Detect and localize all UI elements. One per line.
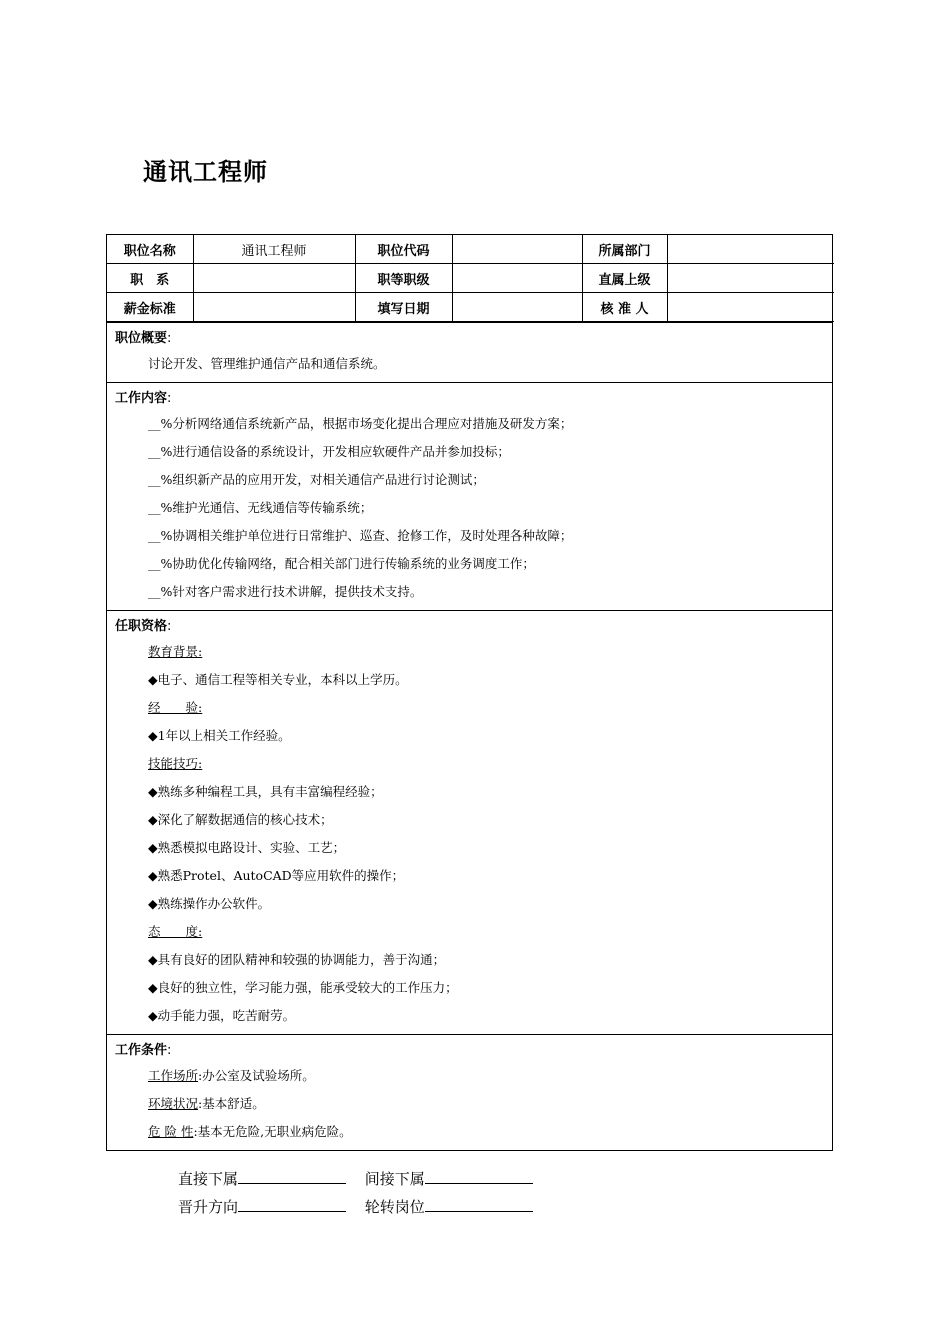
header-value[interactable] bbox=[667, 293, 834, 322]
header-value[interactable] bbox=[193, 293, 355, 322]
job-description-form bbox=[106, 234, 833, 1151]
promotion-blank[interactable] bbox=[238, 1196, 346, 1212]
duty-item: __%协调相关维护单位进行日常维护、巡查、抢修工作，及时处理各种故障； bbox=[148, 528, 573, 543]
qualification-item: ◆动手能力强，吃苦耐劳。 bbox=[148, 1008, 296, 1023]
overview-heading: 职位概要 bbox=[115, 331, 168, 346]
qualification-group-label: 教育背景: bbox=[148, 644, 203, 659]
header-value[interactable] bbox=[667, 235, 834, 264]
duty-item: __%协助优化传输网络，配合相关部门进行传输系统的业务调度工作； bbox=[148, 556, 535, 571]
qualifications-list bbox=[115, 638, 824, 1030]
header-value[interactable] bbox=[452, 235, 582, 264]
condition-value: :基本无危险,无职业病危险。 bbox=[193, 1124, 352, 1139]
header-label: 薪金标准 bbox=[107, 293, 193, 322]
header-row bbox=[107, 293, 834, 322]
duties-heading: 工作内容 bbox=[115, 391, 168, 406]
duties-section: 工作内容: __%分析网络通信系统新产品，根据市场变化提出合理应对措施及研发方案； __%进行通信设备的系统设计，开发相应软硬件产品并参加投标； __%组织新产品的应用开发，对相关通信产品进行讨论测试； __%维护光通信、无线通信等传输系统； __%协调相关维护单位进行日常维护、巡查、抢修工作，及时处理各种故障； __%协助优化传输网络，配合相关部门进行传输系统的业务调度工作； __%针对客户需求进行技术讲解，提供技术支持。 bbox=[107, 382, 832, 610]
qualification-item: ◆良好的独立性，学习能力强，能承受较大的工作压力； bbox=[148, 980, 458, 995]
qualification-item: ◆具有良好的团队精神和较强的协调能力，善于沟通； bbox=[148, 952, 446, 967]
overview-text: 讨论开发、管理维护通信产品和通信系统。 bbox=[148, 356, 386, 371]
duty-item: __%分析网络通信系统新产品，根据市场变化提出合理应对措施及研发方案； bbox=[148, 416, 573, 431]
qualification-item: ◆熟练操作办公软件。 bbox=[148, 896, 271, 911]
indirect-subordinate-label: 间接下属 bbox=[364, 1170, 425, 1188]
header-value[interactable] bbox=[193, 264, 355, 293]
indirect-subordinate-blank[interactable] bbox=[425, 1168, 533, 1184]
duty-item: __%针对客户需求进行技术讲解，提供技术支持。 bbox=[148, 584, 423, 599]
header-label: 职 系 bbox=[107, 264, 193, 293]
condition-item bbox=[115, 1118, 824, 1146]
direct-subordinate-label: 直接下属 bbox=[178, 1170, 239, 1188]
condition-label: 工作场所 bbox=[148, 1068, 199, 1083]
header-value[interactable]: 通讯工程师 bbox=[193, 235, 355, 264]
header-label: 核 准 人 bbox=[582, 293, 667, 322]
qualification-item: ◆电子、通信工程等相关专业，本科以上学历。 bbox=[148, 672, 408, 687]
header-label: 所属部门 bbox=[582, 235, 667, 264]
condition-item bbox=[115, 1062, 824, 1090]
header-label: 职位代码 bbox=[355, 235, 452, 264]
condition-label: 环境状况 bbox=[148, 1096, 199, 1111]
conditions-list bbox=[115, 1062, 824, 1146]
header-label: 职位名称 bbox=[107, 235, 193, 264]
qualification-item: ◆深化了解数据通信的核心技术； bbox=[148, 812, 333, 827]
qualification-item: ◆1年以上相关工作经验。 bbox=[148, 728, 291, 743]
condition-value: :基本舒适。 bbox=[198, 1096, 265, 1111]
qualification-group-label: 态 度: bbox=[148, 924, 203, 939]
duty-item: __%组织新产品的应用开发，对相关通信产品进行讨论测试； bbox=[148, 472, 485, 487]
conditions-section: 工作条件: 工作场所:办公室及试验场所。 环境状况:基本舒适。 危 险 性:基本无危险,无职业病危险。 bbox=[107, 1034, 832, 1150]
qualification-item: ◆熟悉模拟电路设计、实验、工艺； bbox=[148, 840, 346, 855]
qualifications-heading: 任职资格 bbox=[115, 619, 168, 634]
header-label: 直属上级 bbox=[582, 264, 667, 293]
header-row bbox=[107, 235, 834, 264]
rotation-blank[interactable] bbox=[425, 1196, 533, 1212]
qualification-group-label: 技能技巧: bbox=[148, 756, 203, 771]
qualification-group-label: 经 验: bbox=[148, 700, 203, 715]
page-title: 通讯工程师 bbox=[143, 158, 268, 186]
qualifications-section: 任职资格: 教育背景: ◆电子、通信工程等相关专业，本科以上学历。 经 验: ◆1年以上相关工作经验。 技能技巧: ◆熟练多种编程工具，具有丰富编程经验； ◆深化了解数据通信的核心技术； ◆熟悉模拟电路设计、实验、工艺； ◆熟悉Protel、AutoCAD等应用软件的操作； ◆熟练操作办公软件。 态 度: ◆具有良好的团队精神和较强的协调能力，善于沟通； ◆良好的独立性，学习能力强，能承受较大的工作压力； ◆动手能力强，吃苦耐劳。 bbox=[107, 610, 832, 1034]
header-row bbox=[107, 264, 834, 293]
duties-list bbox=[115, 410, 824, 606]
header-value[interactable] bbox=[452, 293, 582, 322]
conditions-heading: 工作条件 bbox=[115, 1043, 168, 1058]
footer-row-2 bbox=[178, 1196, 547, 1217]
qualification-item: ◆熟练多种编程工具，具有丰富编程经验； bbox=[148, 784, 383, 799]
header-table bbox=[107, 235, 834, 322]
condition-item bbox=[115, 1090, 824, 1118]
duty-item: __%进行通信设备的系统设计，开发相应软硬件产品并参加投标； bbox=[148, 444, 510, 459]
overview-section: 职位概要: 讨论开发、管理维护通信产品和通信系统。 bbox=[107, 322, 832, 382]
rotation-label: 轮转岗位 bbox=[364, 1198, 425, 1216]
direct-subordinate-blank[interactable] bbox=[238, 1168, 346, 1184]
promotion-label: 晋升方向 bbox=[178, 1198, 239, 1216]
footer-row-1 bbox=[178, 1168, 547, 1189]
header-label: 填写日期 bbox=[355, 293, 452, 322]
header-label: 职等职级 bbox=[355, 264, 452, 293]
header-value[interactable] bbox=[667, 264, 834, 293]
qualification-item: ◆熟悉Protel、AutoCAD等应用软件的操作； bbox=[148, 868, 405, 883]
duty-item: __%维护光通信、无线通信等传输系统； bbox=[148, 500, 373, 515]
header-value[interactable] bbox=[452, 264, 582, 293]
condition-value: :办公室及试验场所。 bbox=[198, 1068, 315, 1083]
condition-label: 危 险 性 bbox=[148, 1124, 194, 1139]
